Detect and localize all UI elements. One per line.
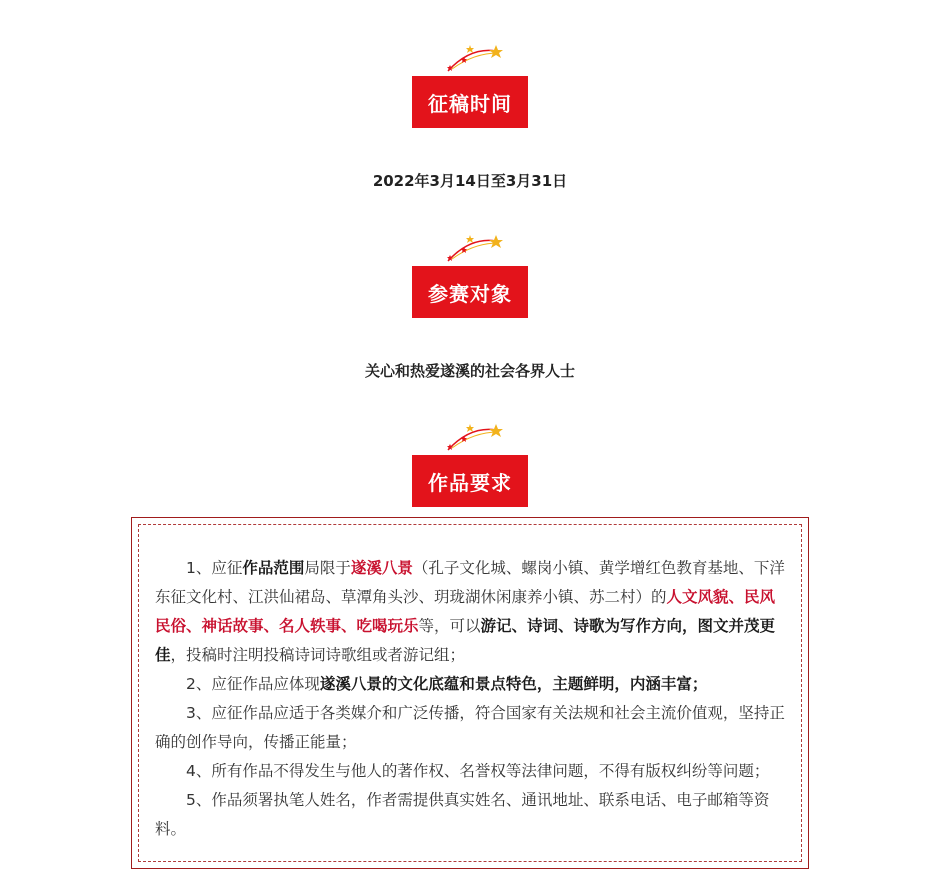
stars-icon xyxy=(440,43,510,75)
requirement-text: 2、应征作品应体现 xyxy=(186,675,320,693)
requirement-text: 1、应征 xyxy=(186,559,243,577)
section-title-tag: 征稿时间 xyxy=(412,76,528,128)
requirements-box xyxy=(131,517,809,869)
section-title-tag: 参赛对象 xyxy=(412,266,528,318)
stars-icon xyxy=(440,233,510,265)
requirement-text: 遂溪八景的文化底蕴和景点特色，主题鲜明，内涵丰富； xyxy=(319,675,708,693)
section-target-header xyxy=(0,233,940,333)
requirement-item xyxy=(155,757,785,786)
requirement-text: 遂溪八景 xyxy=(350,559,413,577)
requirement-text: 游记、诗词、诗歌为写作方向，图文并茂更佳 xyxy=(155,617,776,664)
requirement-item xyxy=(155,670,785,699)
submission-period-text: 2022年3月14日至3月31日 xyxy=(372,172,568,190)
requirement-text: 作品范围 xyxy=(242,559,305,577)
requirements-list xyxy=(155,554,785,844)
stars-icon xyxy=(440,422,510,454)
requirement-text: 人文风貌、民风民俗、神话故事、名人轶事、吃喝玩乐 xyxy=(155,588,776,635)
requirement-text: 局限于 xyxy=(304,559,351,577)
requirement-item xyxy=(155,786,785,844)
requirement-text: ，投稿时注明投稿诗词诗歌组或者游记组； xyxy=(170,646,466,664)
requirement-text: 4、所有作品不得发生与他人的著作权、名誉权等法律问题，不得有版权纠纷等问题； xyxy=(186,762,770,780)
requirement-item xyxy=(155,554,785,670)
requirement-text: 3、应征作品应适于各类媒介和广泛传播，符合国家有关法规和社会主流价值观，坚持正确的创作导向，传播正能量； xyxy=(155,704,785,751)
section-time-header xyxy=(0,43,940,143)
requirement-text: 等，可以 xyxy=(418,617,481,635)
participants-text: 关心和热爱遂溪的社会各界人士 xyxy=(364,362,575,380)
section-requirements-header xyxy=(0,422,940,522)
requirement-item xyxy=(155,699,785,757)
requirement-text: （孔子文化城、螺岗小镇、黄学增红色教育基地、下洋东征文化村、江洪仙裙岛、草潭角头沙、玥珑湖休闲康养小镇、苏二村）的 xyxy=(155,559,785,606)
section-title-tag: 作品要求 xyxy=(412,455,528,507)
requirement-text: 5、作品须署执笔人姓名，作者需提供真实姓名、通讯地址、联系电话、电子邮箱等资料。 xyxy=(155,791,770,838)
